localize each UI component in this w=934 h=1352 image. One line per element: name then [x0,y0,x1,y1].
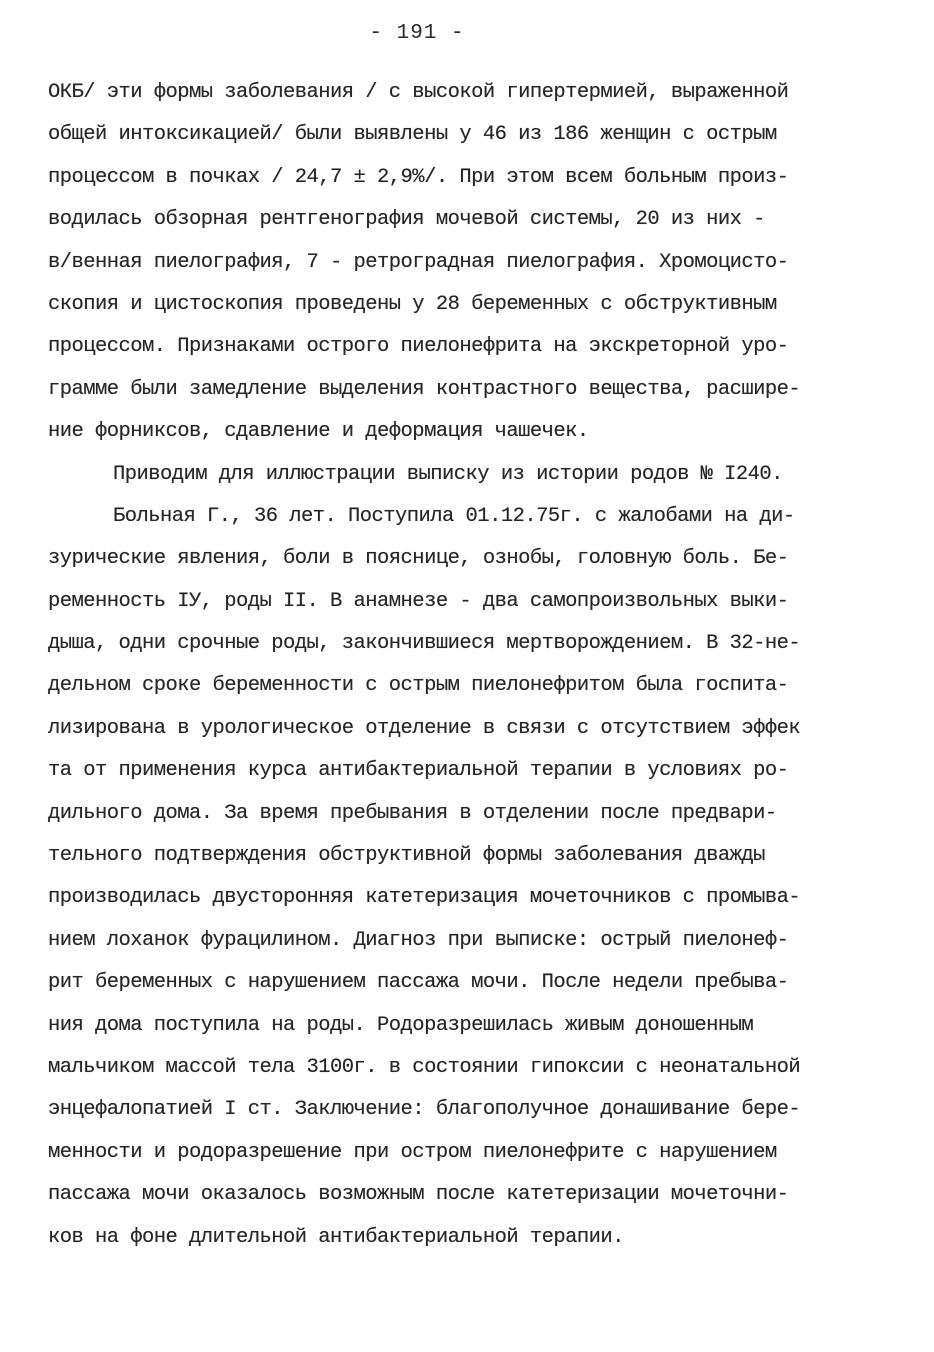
text-line: дыша, одни срочные роды, закончившиеся мертворождением. В 32-не- [48,632,801,656]
text-line: ременность IУ, роды II. В анамнезе - два самопроизвольных выки- [48,589,789,613]
text-line: та от применения курса антибактериальной терапии в условиях ро- [48,759,789,783]
text-line: производилась двусторонняя катетеризация мочеточников с промыва- [48,886,801,910]
text-line: рит беременных с нарушением пассажа мочи. После недели пребыва- [48,971,789,995]
text-line: лизирована в урологическое отделение в связи с отсутствием эффек [48,716,801,740]
text-line: энцефалопатией I ст. Заключение: благополучное донашивание бере- [48,1098,801,1122]
text-line: в/венная пиелография, 7 - ретроградная пиелография. Хромоцисто- [48,250,789,274]
text-line: ОКБ/ эти формы заболевания / с высокой гипертермией, выраженной [48,81,789,104]
text-line: общей интоксикацией/ были выявлены у 46 из 186 женщин с острым [48,123,777,147]
text-line: скопия и цистоскопия проведены у 28 беременных с обструктивным [48,292,777,316]
text-line: тельного подтверждения обструктивной формы заболевания дважды [48,844,765,868]
text-line: процессом. Признаками острого пиелонефрита на экскреторной уро- [48,335,789,359]
text-line: грамме были замедление выделения контрастного вещества, расшире- [48,377,801,401]
text-line: зурические явления, боли в пояснице, ознобы, головную боль. Бе- [48,547,789,571]
paragraph-start-line: Больная Г., 36 лет. Поступила 01.12.75г. с жалобами на ди- [113,504,795,528]
text-line: менности и родоразрешение при остром пиелонефрите с нарушением [48,1140,777,1164]
text-line: ков на фоне длительной антибактериальной терапии. [48,1225,624,1249]
text-line: дильного дома. За время пребывания в отделении после предвари- [48,801,777,825]
body-text [48,72,878,1259]
text-line: процессом в почках / 24,7 ± 2,9%/. При этом всем больным произ- [48,165,789,189]
paragraph-start-line: Приводим для иллюстрации выписку из истории родов № I240. [113,462,783,486]
text-line: нием лоханок фурацилином. Диагноз при выписке: острый пиелонеф- [48,928,789,952]
text-line: ния дома поступила на роды. Родоразрешилась живым доношенным [48,1013,754,1037]
page-number: - 191 - [369,22,465,45]
text-line: мальчиком массой тела 3100г. в состоянии гипоксии с неонатальной [48,1055,801,1079]
text-line: водилась обзорная рентгенография мочевой системы, 20 из них - [48,208,765,232]
text-line: ние форниксов, сдавление и деформация чашечек. [48,420,589,444]
text-line: пассажа мочи оказалось возможным после катетеризации мочеточни- [48,1183,789,1207]
text-line: дельном сроке беременности с острым пиелонефритом была госпита- [48,674,789,698]
